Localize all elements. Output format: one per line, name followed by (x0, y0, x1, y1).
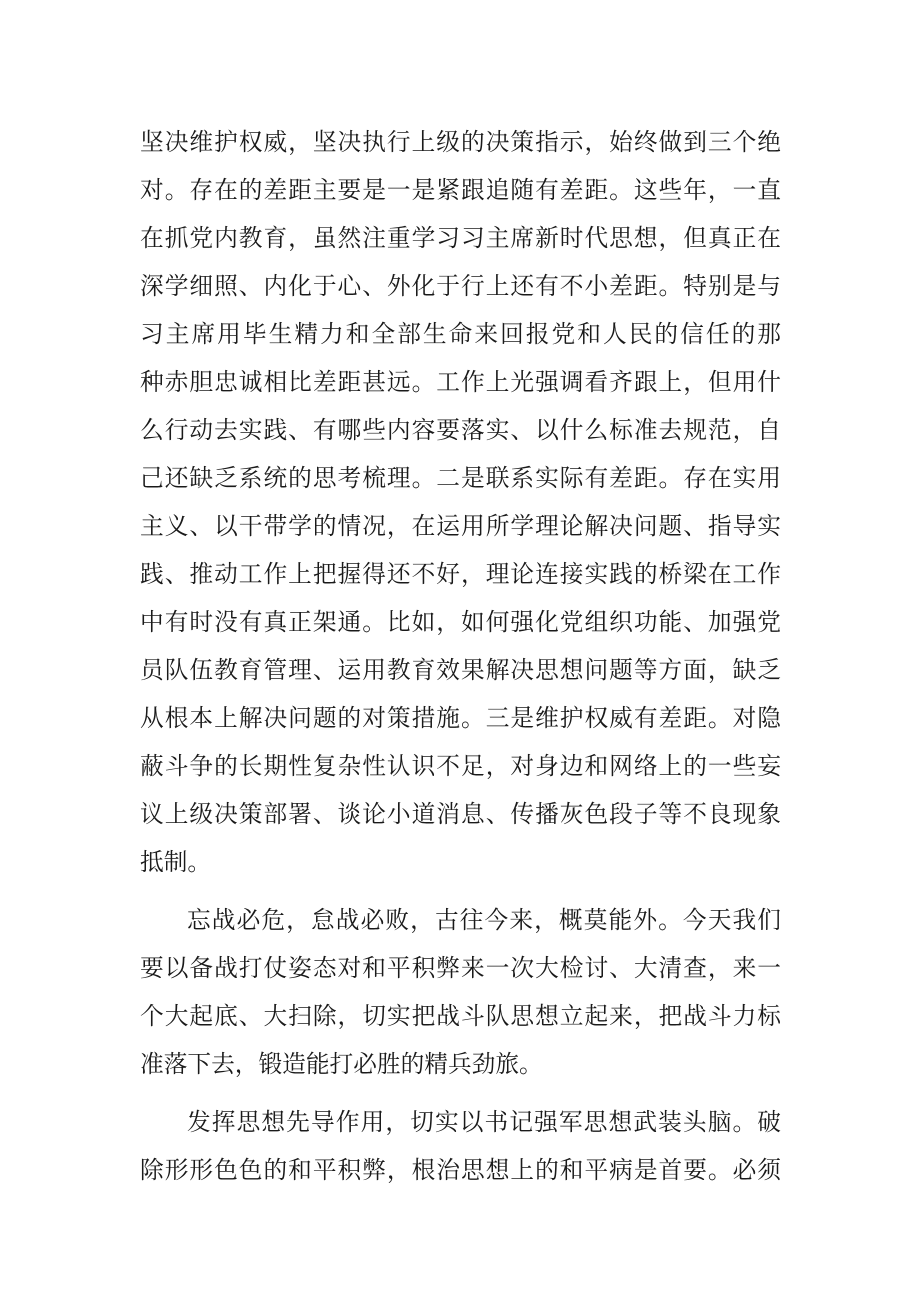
paragraph-3 (140, 1098, 781, 1194)
text-line: 践、推动工作上把握得还不好，理论连接实践的桥梁在工作 (140, 560, 781, 588)
text-line: 个大起底、大扫除，切实把战斗队思想立起来，把战斗力标 (140, 1002, 781, 1030)
text-line: 要以备战打仗姿态对和平积弊来一次大检讨、大清查，来一 (140, 954, 781, 982)
text-line: 在抓党内教育，虽然注重学习习主席新时代思想，但真正在 (140, 224, 781, 252)
paragraph-2 (140, 896, 781, 1088)
text-line: 发挥思想先导作用，切实以书记强军思想武装头脑。破 (187, 1108, 781, 1136)
document-body (140, 118, 781, 1194)
text-line: 么行动去实践、有哪些内容要落实、以什么标准去规范，自 (140, 416, 781, 444)
text-line: 员队伍教育管理、运用教育效果解决思想问题等方面，缺乏 (140, 656, 781, 684)
text-line: 己还缺乏系统的思考梳理。二是联系实际有差距。存在实用 (140, 464, 781, 492)
text-line: 抵制。 (140, 848, 212, 876)
paragraph-gap (140, 886, 781, 896)
text-line: 主义、以干带学的情况，在运用所学理论解决问题、指导实 (140, 512, 781, 540)
text-line: 忘战必危，怠战必败，古往今来，概莫能外。今天我们 (187, 906, 781, 934)
text-line: 习主席用毕生精力和全部生命来回报党和人民的信任的那 (140, 320, 781, 348)
text-line: 议上级决策部署、谈论小道消息、传播灰色段子等不良现象 (140, 800, 781, 828)
text-line: 从根本上解决问题的对策措施。三是维护权威有差距。对隐 (140, 704, 781, 732)
paragraph-1 (140, 118, 781, 886)
paragraph-gap (140, 1088, 781, 1098)
text-line: 准落下去，锻造能打必胜的精兵劲旅。 (140, 1050, 543, 1078)
text-line: 对。存在的差距主要是一是紧跟追随有差距。这些年，一直 (140, 176, 781, 204)
text-line: 坚决维护权威，坚决执行上级的决策指示，始终做到三个绝 (140, 128, 781, 156)
text-line: 深学细照、内化于心、外化于行上还有不小差距。特别是与 (140, 272, 781, 300)
text-line: 除形形色色的和平积弊，根治思想上的和平病是首要。必须 (140, 1156, 781, 1184)
text-line: 蔽斗争的长期性复杂性认识不足，对身边和网络上的一些妄 (140, 752, 781, 780)
text-line: 种赤胆忠诚相比差距甚远。工作上光强调看齐跟上，但用什 (140, 368, 781, 396)
text-line: 中有时没有真正架通。比如，如何强化党组织功能、加强党 (140, 608, 781, 636)
